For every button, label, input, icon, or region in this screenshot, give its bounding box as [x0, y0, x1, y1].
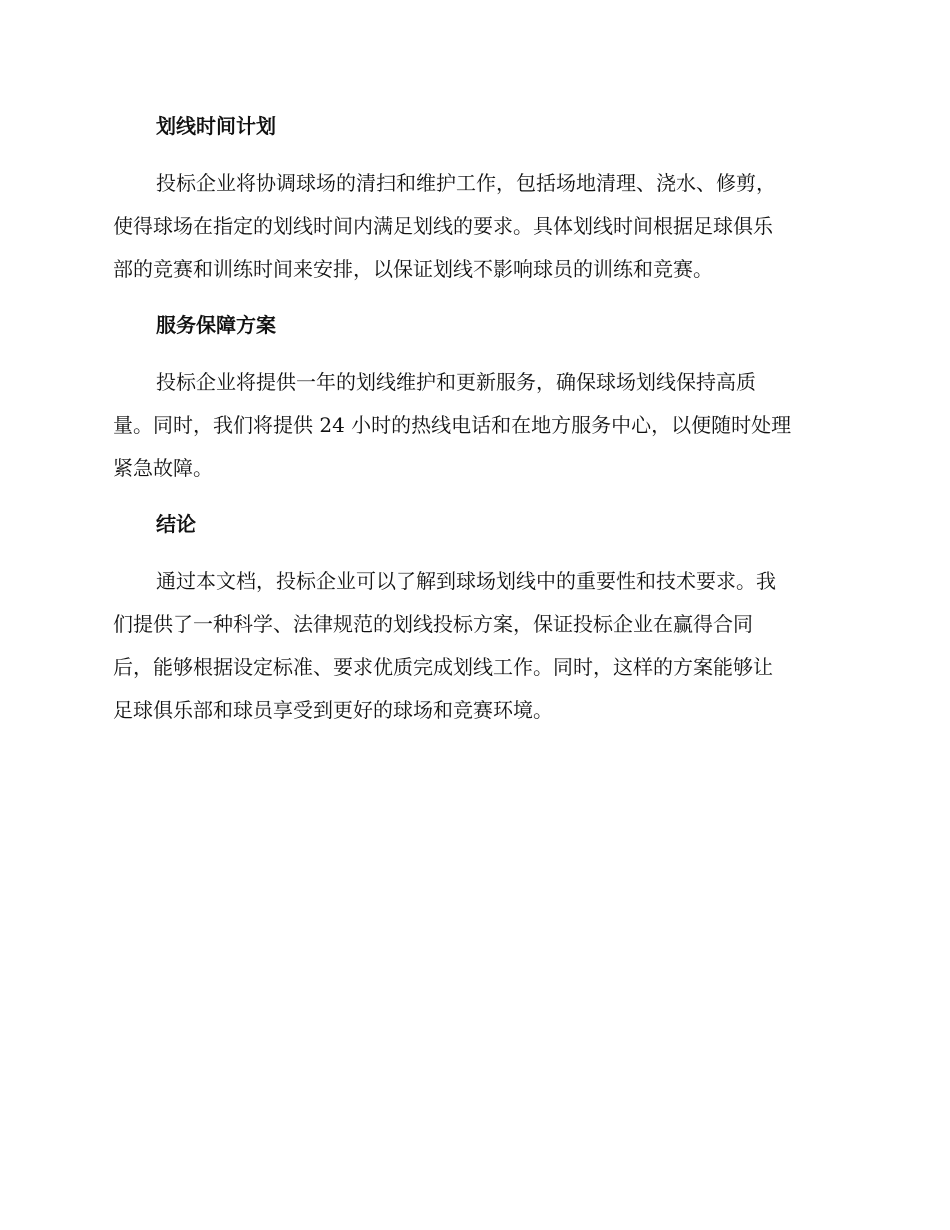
- paragraph-line: 后，能够根据设定标准、要求优质完成划线工作。同时，这样的方案能够让: [113, 655, 773, 679]
- section-heading-schedule: 划线时间计划: [156, 114, 276, 138]
- section-paragraph-schedule: [113, 162, 837, 291]
- section-heading-conclusion: 结论: [156, 512, 196, 536]
- section-paragraph-service: [113, 361, 837, 490]
- paragraph-line: 通过本文档，投标企业可以了解到球场划线中的重要性和技术要求。我: [156, 569, 776, 593]
- paragraph-line: 足球俱乐部和球员享受到更好的球场和竞赛环境。: [113, 698, 553, 722]
- document-body: [113, 110, 837, 732]
- paragraph-line: 部的竞赛和训练时间来安排，以保证划线不影响球员的训练和竞赛。: [113, 257, 713, 281]
- paragraph-line: 投标企业将提供一年的划线维护和更新服务，确保球场划线保持高质: [156, 370, 756, 394]
- paragraph-line: 们提供了一种科学、法律规范的划线投标方案，保证投标企业在赢得合同: [113, 612, 753, 636]
- paragraph-line: 投标企业将协调球场的清扫和维护工作，包括场地清理、浇水、修剪，: [156, 171, 776, 195]
- section-heading-service: 服务保障方案: [156, 313, 276, 337]
- paragraph-line: 紧急故障。: [113, 456, 213, 480]
- section-paragraph-conclusion: [113, 560, 837, 732]
- paragraph-line: 量。同时，我们将提供 24 小时的热线电话和在地方服务中心，以便随时处理: [113, 413, 792, 437]
- paragraph-line: 使得球场在指定的划线时间内满足划线的要求。具体划线时间根据足球俱乐: [113, 214, 773, 238]
